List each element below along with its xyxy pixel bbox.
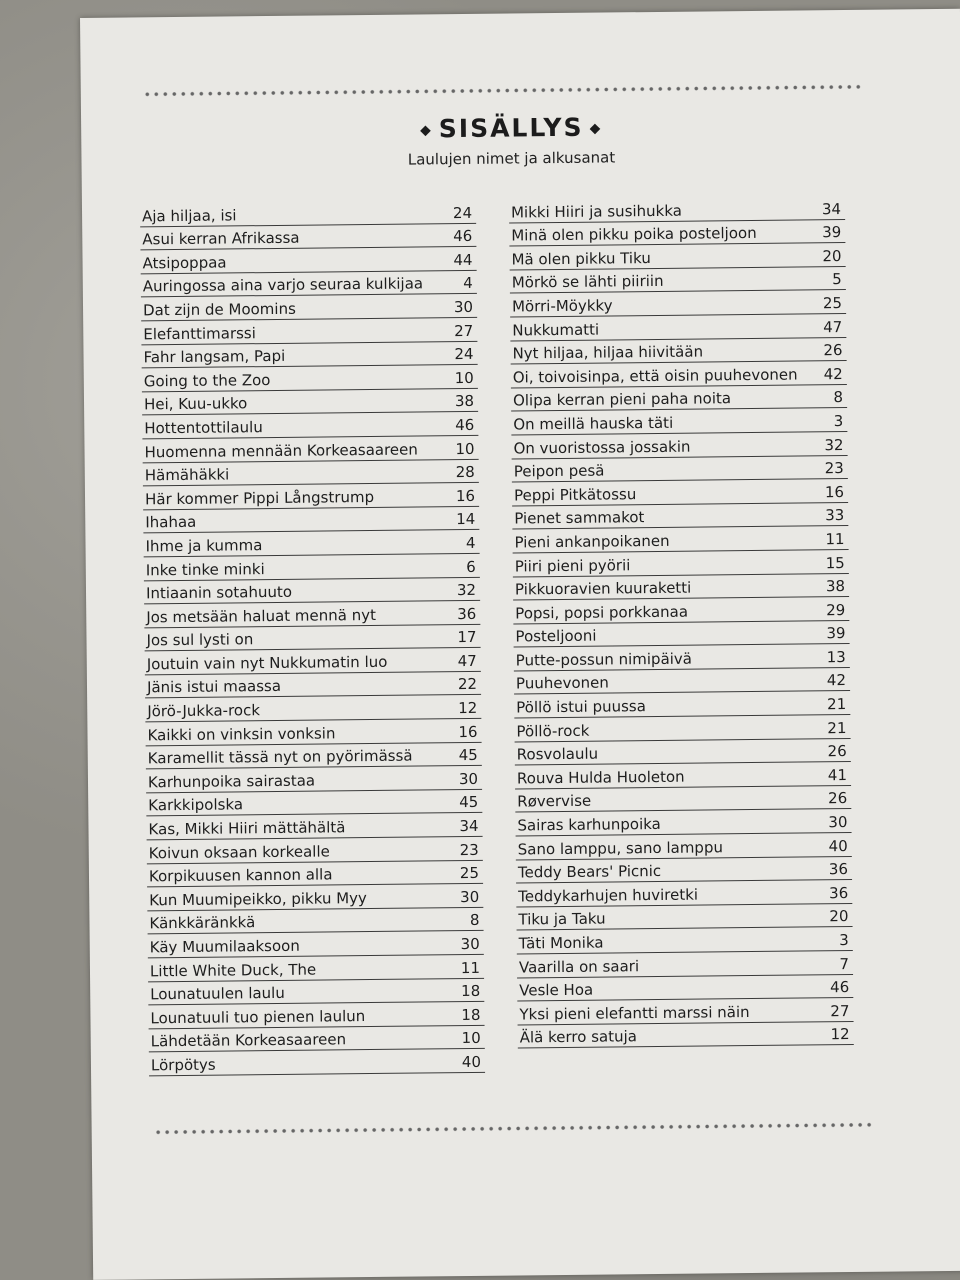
index-entry: [512, 503, 848, 530]
index-entry: [141, 341, 477, 368]
index-entry: [147, 837, 483, 864]
song-title: Koivun oksaan korkealle: [148, 842, 330, 862]
song-title: Korpikuusen kannon alla: [148, 865, 333, 886]
page-number: 12: [458, 698, 478, 718]
index-entry: [146, 742, 482, 769]
index-entry: [148, 1002, 484, 1029]
index-entry: [141, 271, 477, 298]
page-number: 8: [469, 911, 480, 930]
page-number: 23: [459, 840, 479, 859]
song-title: Going to the Zoo: [143, 370, 271, 391]
song-title: Lounatuulen laulu: [150, 984, 285, 1004]
index-entry: [516, 904, 852, 931]
song-title: Här kommer Pippi Långstrump: [144, 487, 375, 509]
song-title: Ihahaa: [145, 513, 197, 532]
index-entry: [517, 998, 853, 1025]
page-number: 13: [826, 647, 846, 667]
index-entry: [514, 691, 850, 718]
page-number: 24: [454, 345, 474, 364]
index-entry: [144, 577, 480, 604]
diamond-bullet-icon: ◆: [419, 122, 433, 139]
song-title: Auringossa aina varjo seuraa kulkijaa: [142, 274, 424, 296]
index-entry: [515, 809, 851, 836]
page-number: 10: [461, 1029, 481, 1048]
song-title: Nyt hiljaa, hiljaa hiivitään: [512, 342, 704, 363]
index-entry: [142, 365, 478, 392]
index-entry: [516, 833, 852, 860]
index-entry: [145, 719, 481, 746]
page-number: 20: [829, 907, 849, 926]
index-entry: [513, 573, 849, 600]
song-title: Elefanttimarssi: [143, 323, 256, 343]
page-number: 38: [825, 577, 846, 596]
song-title: Røvervise: [517, 792, 592, 811]
song-title: Lounatuuli tuo pienen laulun: [150, 1006, 366, 1028]
page-number: 32: [456, 580, 477, 600]
index-entry: [511, 385, 847, 412]
page-number: 34: [821, 199, 842, 218]
index-entry: [145, 648, 481, 675]
page-number: 30: [460, 887, 480, 906]
page-number: 33: [825, 506, 845, 525]
page-number: 27: [454, 321, 474, 340]
page-number: 11: [825, 529, 845, 549]
page-number: 46: [453, 227, 473, 246]
index-entry: [144, 601, 480, 628]
page-number: 38: [454, 392, 475, 411]
song-title: Sano lamppu, sano lamppu: [517, 837, 724, 859]
index-entry: [143, 530, 479, 557]
index-entry: [143, 507, 479, 534]
page-number: 36: [829, 883, 849, 903]
song-title: Käy Muumilaaksoon: [149, 936, 300, 957]
song-title: Pöllö-rock: [516, 721, 590, 741]
song-title: Lähdetään Korkeasaareen: [150, 1030, 347, 1051]
song-title: Oi, toivoisinpa, että oisin puuhevonen: [512, 365, 798, 387]
page-number: 32: [824, 435, 844, 454]
page-number: 11: [460, 958, 481, 977]
page-number: 30: [828, 813, 848, 832]
page-number: 20: [822, 246, 842, 266]
page-number: 10: [454, 368, 474, 387]
index-entry: [146, 766, 482, 793]
index-entry: [517, 975, 853, 1002]
song-title: Karhunpoika sairastaa: [147, 771, 316, 792]
song-title: Aja hiljaa, isi: [141, 205, 237, 225]
index-entry: [144, 625, 480, 652]
song-title: Hämähäkki: [144, 465, 230, 485]
song-title: Peppi Pitkätossu: [513, 484, 637, 505]
index-entry: [146, 813, 482, 840]
page-number: 41: [827, 765, 848, 785]
song-title: Vesle Hoa: [519, 980, 594, 1000]
index-entry: [512, 479, 848, 506]
song-title: Känkkäränkkä: [149, 913, 256, 933]
song-title: Mikki Hiiri ja susihukka: [510, 201, 683, 222]
page-number: 24: [452, 203, 473, 222]
index-entry: [145, 695, 481, 722]
diamond-bullet-icon: ◆: [589, 120, 603, 137]
page-number: 7: [839, 954, 850, 973]
page-number: 47: [823, 317, 843, 336]
song-title: Tiku ja Taku: [518, 909, 606, 929]
page-number: 16: [824, 482, 845, 501]
song-title: Fahr langsam, Papi: [143, 347, 286, 367]
page-number: 45: [459, 793, 479, 812]
title-text: SISÄLLYS: [438, 112, 584, 144]
song-title: Jörö-Jukka-rock: [147, 701, 261, 721]
index-entry: [140, 247, 476, 274]
song-title: Pienet sammakot: [514, 508, 645, 528]
page-number: 44: [453, 250, 473, 269]
dotted-divider-bottom: [154, 1122, 874, 1136]
song-title: Karamellit tässä nyt on pyörimässä: [147, 746, 413, 768]
song-title: Mörkö se lähti piiriin: [511, 272, 664, 292]
song-title: Jos sul lysti on: [146, 630, 254, 650]
page-number: 26: [827, 742, 847, 761]
song-title: Karkkipolska: [148, 795, 244, 815]
page-number: 30: [453, 297, 474, 317]
page-number: 8: [833, 388, 844, 407]
index-entry: [517, 951, 853, 978]
song-title: Jänis istui maassa: [146, 677, 282, 697]
page-number: 3: [833, 411, 844, 431]
song-title: Yksi pieni elefantti marssi näin: [519, 1002, 750, 1024]
right-index-column: [509, 196, 854, 1049]
dotted-divider-top: [143, 84, 863, 98]
page-number: 26: [828, 789, 848, 808]
song-title: Olipa kerran pieni paha noita: [512, 389, 732, 410]
index-entry: [511, 408, 847, 435]
song-title: Kas, Mikki Hiiri mättähältä: [148, 818, 346, 839]
page-number: 29: [826, 600, 846, 619]
index-entry: [140, 200, 476, 227]
page-number: 18: [461, 1005, 481, 1024]
index-entry: [512, 456, 848, 483]
index-entry: [517, 927, 853, 954]
song-title: Huomenna mennään Korkeasaareen: [144, 440, 418, 461]
index-entry: [149, 1049, 485, 1076]
song-title: Asui kerran Afrikassa: [142, 228, 300, 249]
index-entry: [514, 668, 850, 695]
page-number: 3: [839, 931, 849, 950]
index-entry: [147, 884, 483, 911]
page-number: 40: [828, 836, 848, 855]
page-title: [81, 109, 941, 147]
index-entry: [518, 1022, 854, 1049]
index-entry: [509, 220, 845, 247]
index-entry: [148, 978, 484, 1005]
song-title: On meillä hauska täti: [513, 413, 674, 434]
song-title: Pikkuoravien kuuraketti: [514, 578, 692, 599]
page-number: 36: [828, 860, 849, 879]
index-entry: [509, 243, 845, 270]
page-number: 47: [457, 651, 477, 670]
page-number: 23: [824, 459, 844, 478]
index-entry: [511, 361, 847, 388]
index-entry: [149, 1026, 485, 1053]
page-number: 16: [458, 722, 478, 741]
song-title: Popsi, popsi porkkanaa: [515, 602, 689, 623]
index-entry: [510, 338, 846, 365]
song-title: Vaarilla on saari: [518, 956, 640, 977]
page-number: 22: [457, 675, 478, 694]
page-number: 18: [461, 982, 481, 1001]
index-entry: [513, 597, 849, 624]
index-entry: [144, 554, 480, 581]
page-number: 28: [455, 463, 475, 482]
page-number: 6: [466, 557, 476, 576]
index-entry: [513, 550, 849, 577]
song-title: Inke tinke minki: [145, 559, 265, 579]
index-entry: [515, 762, 851, 789]
page-number: 27: [830, 1001, 850, 1020]
song-title: Teddykarhujen huviretki: [518, 885, 699, 906]
song-title: Piiri pieni pyörii: [514, 555, 631, 575]
index-entry: [142, 436, 478, 463]
index-entry: [515, 786, 851, 813]
song-title: Little White Duck, The: [149, 960, 317, 980]
index-entry: [512, 526, 848, 553]
index-entry: [515, 739, 851, 766]
page-number: 40: [461, 1052, 482, 1072]
index-entry: [147, 908, 483, 935]
left-index-column: [140, 200, 485, 1076]
page-number: 26: [823, 341, 843, 360]
page-number: 4: [465, 533, 476, 552]
song-title: Mörri-Möykky: [511, 296, 613, 316]
song-title: Joutuin vain nyt Nukkumatin luo: [146, 652, 388, 674]
song-title: Puuhevonen: [515, 673, 609, 693]
page-number: 25: [459, 864, 480, 883]
song-title: Sairas karhunpoika: [517, 814, 661, 835]
index-entry: [516, 857, 852, 884]
page-number: 5: [832, 270, 842, 289]
index-entry: [141, 294, 477, 321]
page-number: 30: [460, 934, 480, 954]
song-title: Lörpötys: [150, 1055, 216, 1075]
index-entry: [509, 196, 845, 223]
index-entry: [516, 880, 852, 907]
song-title: Pöllö istui puussa: [516, 697, 646, 717]
song-title: Mä olen pikku Tiku: [511, 248, 651, 269]
song-title: Täti Monika: [518, 933, 604, 953]
page-number: 25: [822, 294, 843, 313]
song-title: Kun Muumipeikko, pikku Myy: [149, 888, 367, 910]
song-title: Teddy Bears' Picnic: [517, 862, 662, 882]
index-entry: [510, 290, 846, 317]
page-number: 30: [458, 769, 479, 788]
page-number: 21: [827, 695, 847, 714]
page-number: 16: [455, 486, 476, 505]
song-title: Intiaanin sotahuuto: [145, 582, 293, 603]
song-title: Posteljooni: [515, 626, 597, 646]
song-title: Hottentottilaulu: [144, 418, 263, 438]
song-title: Rosvolaulu: [516, 744, 599, 764]
page-number: 14: [456, 510, 476, 529]
page-number: 17: [457, 628, 477, 647]
index-entry: [514, 715, 850, 742]
page-number: 36: [457, 604, 477, 623]
index-entry: [146, 790, 482, 817]
song-title: Ihme ja kumma: [145, 536, 263, 556]
song-title: Putte-possun nimipäivä: [515, 649, 693, 670]
index-entry: [148, 931, 484, 958]
page-number: 46: [455, 415, 475, 435]
index-entry: [141, 318, 477, 345]
page-number: 42: [823, 364, 843, 383]
index-entry: [510, 267, 846, 294]
song-title: On vuoristossa jossakin: [513, 437, 691, 458]
index-entry: [513, 621, 849, 648]
index-entry: [142, 412, 478, 439]
page-number: 21: [827, 718, 847, 737]
song-title: Dat zijn de Moomins: [142, 299, 296, 320]
index-entry: [514, 644, 850, 671]
page-number: 46: [830, 978, 850, 997]
song-title: Nukkumatti: [512, 320, 600, 340]
booklet-page: [80, 9, 960, 1280]
page-subtitle: Laulujen nimet ja alkusanat: [407, 148, 616, 169]
index-entry: [148, 955, 484, 982]
song-title: Atsipoppaa: [142, 253, 227, 273]
page-number: 42: [826, 671, 847, 690]
index-entry: [511, 432, 847, 459]
song-title: Älä kerro satuja: [519, 1027, 638, 1047]
song-title: Jos metsään haluat mennä nyt: [146, 605, 377, 627]
song-title: Pieni ankanpoikanen: [514, 531, 670, 552]
song-title: Kaikki on vinksin vonksin: [147, 724, 336, 744]
page-number: 4: [463, 274, 473, 293]
page-number: 45: [458, 746, 478, 765]
song-title: Peipon pesä: [513, 461, 605, 481]
index-entry: [140, 223, 476, 250]
page-number: 12: [830, 1025, 850, 1044]
song-title: Rouva Hulda Huoleton: [516, 767, 685, 788]
song-title: Minä olen pikku poika posteljoon: [511, 224, 757, 245]
page-number: 39: [826, 624, 846, 643]
index-entry: [142, 389, 478, 416]
page-number: 10: [455, 439, 475, 458]
index-entry: [510, 314, 846, 341]
page-number: 15: [825, 553, 845, 572]
song-title: Hei, Kuu-ukko: [143, 394, 248, 414]
index-entry: [147, 860, 483, 887]
index-entry: [143, 483, 479, 510]
index-entry: [143, 459, 479, 486]
page-number: 39: [822, 223, 842, 242]
index-entry: [145, 672, 481, 699]
page-number: 34: [459, 816, 479, 836]
